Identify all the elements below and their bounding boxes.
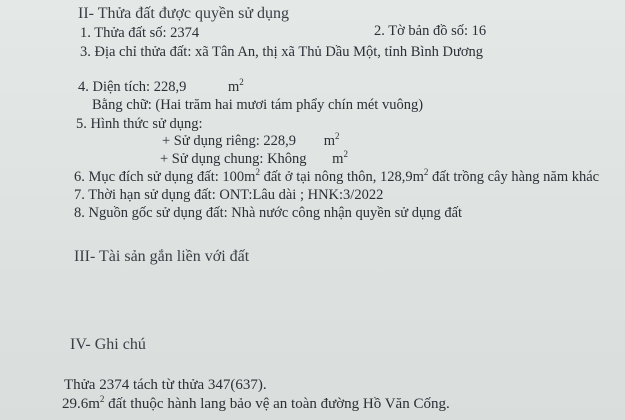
- common-use-field: [160, 149, 348, 167]
- area-unit: $m^2$: [227, 77, 244, 95]
- land-use-purpose: 6. Mục đích sử dụng đất: $100m^2$ đất ở tại nông thôn, $128,9m^2$ đất trồng cây hàng năm khác: [74, 167, 600, 185]
- note-parcel-split: Thửa 2374 tách từ thửa 347(637).: [64, 377, 267, 393]
- private-use-value: + Sử dụng riêng: 228,9: [162, 133, 297, 149]
- common-use-value: + Sử dụng chung: Không: [160, 151, 307, 167]
- parcel-number: 1. Thửa đất số: 2374: [80, 25, 200, 41]
- area-value: 4. Diện tích: 228,9: [78, 79, 187, 95]
- use-form-label: 5. Hình thức sử dụng:: [76, 116, 203, 132]
- section-3-title: III- Tài sản gắn liền với đất: [74, 248, 250, 265]
- parcel-address: 3. Địa chỉ thửa đất: xã Tân An, thị xã Thủ Dầu Một, tỉnh Bình Dương: [80, 44, 484, 60]
- private-use-unit: $m^2$: [323, 131, 340, 149]
- private-use-field: [162, 131, 340, 149]
- common-use-unit: $m^2$: [332, 149, 348, 167]
- land-use-term: 7. Thời hạn sử dụng đất: ONT:Lâu dài ; HNK:3/2022: [74, 187, 384, 203]
- area-field: [78, 77, 244, 95]
- note-road-corridor: $29.6m^2$ đất thuộc hành lang bảo vệ an toàn đường Hồ Văn Cống.: [62, 394, 450, 412]
- section-4-title: IV- Ghi chú: [70, 336, 146, 353]
- land-use-origin: 8. Nguồn gốc sử dụng đất: Nhà nước công nhận quyền sử dụng đất: [74, 205, 463, 221]
- section-2-title: II- Thửa đất được quyền sử dụng: [78, 5, 290, 22]
- area-in-words: Bằng chữ: (Hai trăm hai mươi tám phẩy chín mét vuông): [92, 97, 424, 113]
- map-sheet-number: 2. Tờ bản đồ số: 16: [374, 23, 487, 39]
